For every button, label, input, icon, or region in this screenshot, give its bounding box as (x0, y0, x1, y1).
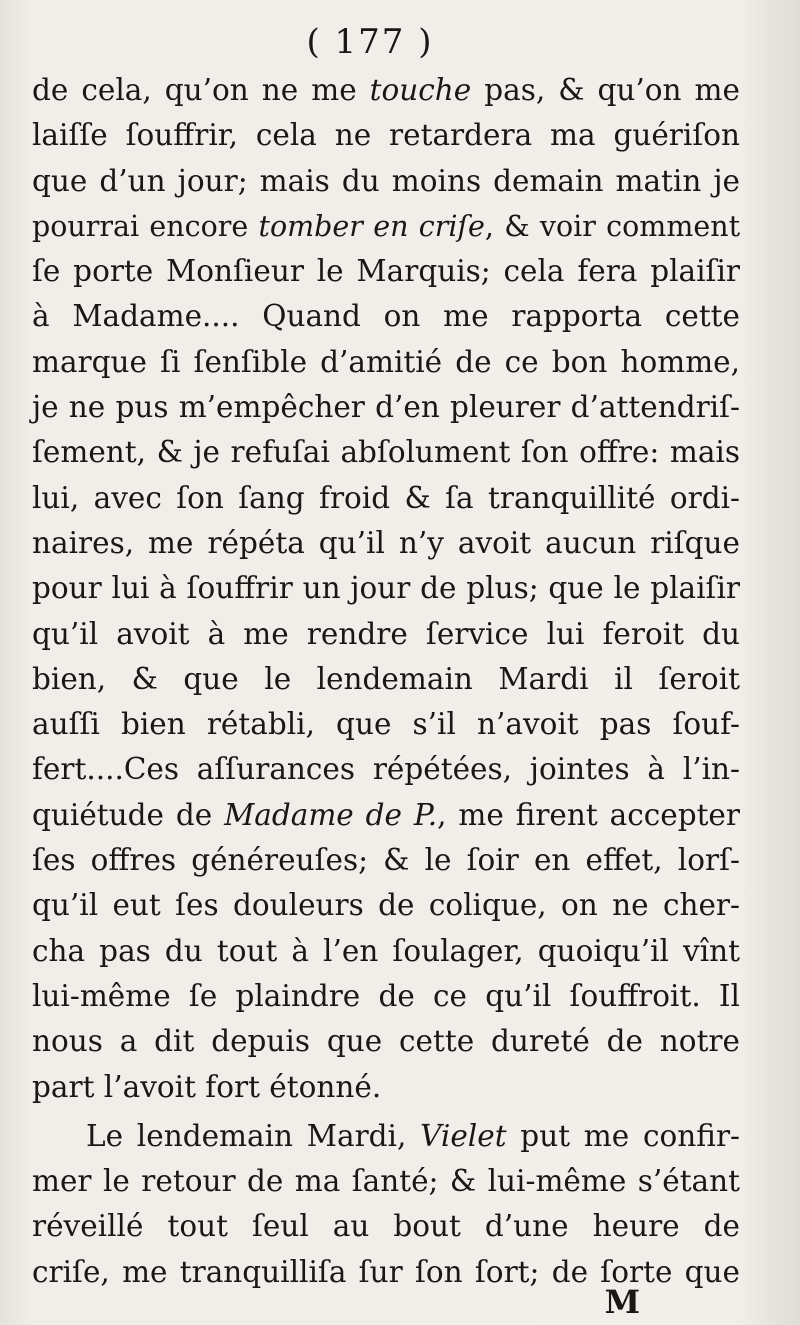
text-line: pour lui à ſouffrir un jour de plus; que le plaiſir (32, 571, 740, 606)
text-line: qu’il avoit à me rendre ſervice lui feroit du (32, 616, 740, 651)
text-line: nous a dit depuis que cette dureté de notre (32, 1024, 740, 1059)
text-line: laiſſe ſouffrir, cela ne retardera ma guériſon (32, 118, 740, 153)
text-line: ſement, & je refuſai abſolument ſon offre: mais (32, 435, 740, 470)
text-line: à Madame.... Quand on me rapporta cette (32, 299, 740, 334)
text-line: quiétude de Madame de P., me firent accepter (32, 797, 740, 832)
signature-mark: M (604, 1283, 640, 1321)
text-line: ſe porte Monſieur le Marquis; cela fera plaiſir (32, 254, 740, 289)
text-line: mer le retour de ma ſanté; & lui-même s’étant (32, 1164, 740, 1199)
page-number: ( 177 ) (306, 22, 434, 62)
text-line: part l’avoit fort étonné. (32, 1069, 382, 1104)
text-line: criſe, me tranquilliſa ſur ſon ſort; de ſorte que (32, 1254, 740, 1289)
text-line: Le lendemain Mardi, Vielet put me confir- (86, 1118, 741, 1153)
body-text (32, 68, 740, 1295)
text-line: fert....Ces aſſurances répétées, jointes à l’in- (32, 752, 740, 787)
text-line: je ne pus m’empêcher d’en pleurer d’attendriſ- (32, 390, 740, 425)
text-line: pourrai encore tomber en criſe, & voir comment (32, 209, 741, 243)
text-line: lui-même ſe plaindre de ce qu’il ſouffroit. Il (32, 978, 740, 1013)
text-line: naires, me répéta qu’il n’y avoit aucun riſque (32, 525, 740, 560)
text-line: bien, & que le lendemain Mardi il ſeroit (32, 661, 740, 696)
text-line: ſes offres généreuſes; & le ſoir en effet, lorſ- (32, 843, 740, 878)
text-line: lui, avec ſon ſang froid & ſa tranquillité ordi- (32, 480, 740, 515)
text-line: de cela, qu’on ne me touche pas, & qu’on me (32, 73, 740, 107)
text-line: que d’un jour; mais du moins demain matin je (32, 163, 740, 198)
text-line: marque ſi ſenſible d’amitié de ce bon homme, (32, 344, 740, 379)
text-line: auſſi bien rétabli, que s’il n’avoit pas ſouf- (32, 707, 740, 742)
paragraph-2 (32, 1114, 740, 1295)
paragraph-1 (32, 68, 740, 1110)
text-line: qu’il eut ſes douleurs de colique, on ne cher- (32, 888, 740, 923)
text-line: réveillé tout ſeul au bout d’une heure de (32, 1209, 740, 1244)
text-line: cha pas du tout à l’en ſoulager, quoiqu’il vînt (32, 933, 740, 968)
